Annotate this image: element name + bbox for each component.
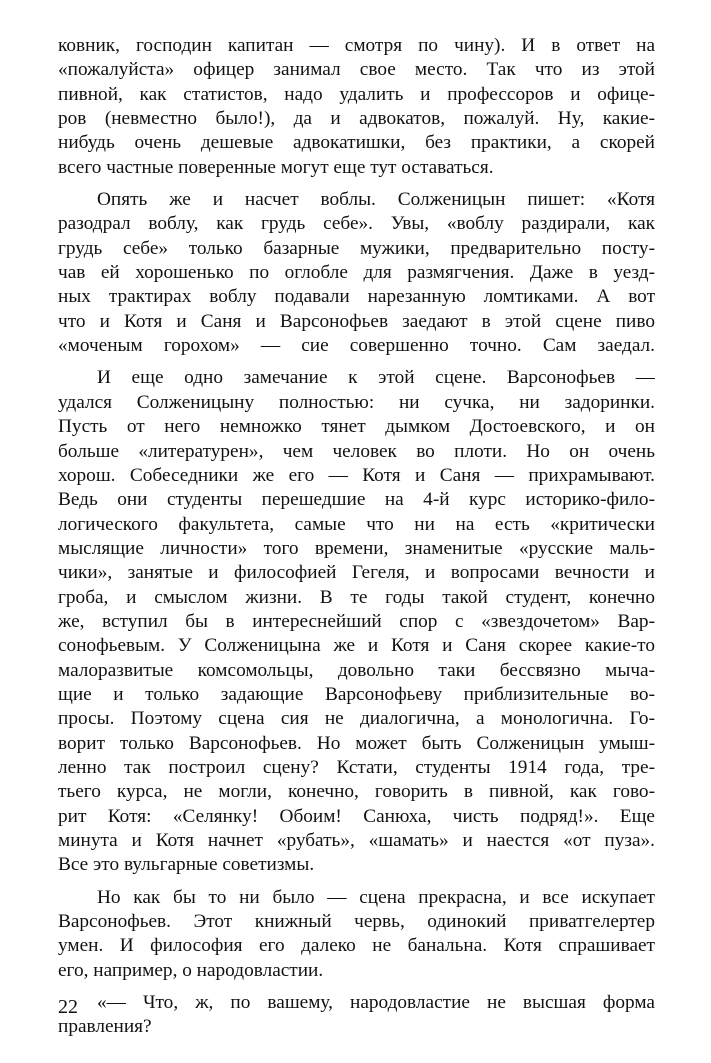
text-line: гроба, и смыслом жизни. В те годы такой студент, конечно <box>58 586 655 608</box>
text-line: ных трактирах воблу подавали нарезанную ломтиками. А вот <box>58 286 655 308</box>
text-line: тьего курса, не могли, конечно, говорить в пивной, как гово- <box>58 781 655 803</box>
text-line: пивной, как статистов, надо удалить и профессоров и офице- <box>58 83 655 105</box>
text-line: ленно так построил сцену? Кстати, студенты 1914 года, тре- <box>58 756 655 778</box>
paragraph-5 <box>58 991 655 1040</box>
text-line: малоразвитые комсомольцы, довольно таки бессвязно мыча- <box>58 659 655 681</box>
page-number: 22 <box>58 996 78 1018</box>
text-line: «моченым горохом» — сие совершенно точно. Сам заедал. <box>58 335 655 357</box>
text-line: разодрал воблу, как грудь себе». Увы, «воблу раздирали, как <box>58 213 655 235</box>
text-line: грудь себе» только базарные мужики, предварительно посту- <box>58 237 655 259</box>
text-line: чики», занятые и философией Гегеля, и вопросами вечности и <box>58 562 655 584</box>
text-line: хорош. Собеседники же его — Котя и Саня — прихрамывают. <box>58 464 655 486</box>
text-line: правления? <box>58 1016 152 1038</box>
text-line: Все это вульгарные советизмы. <box>58 854 315 876</box>
text-line: умен. И философия его далеко не банальна. Котя спрашивает <box>58 935 655 957</box>
text-line: Но как бы то ни было — сцена прекрасна, и все искупает <box>97 886 655 908</box>
paragraph-3 <box>58 366 655 877</box>
text-line: же, вступил бы в интереснейший спор с «звездочетом» Вар- <box>58 610 655 632</box>
paragraph-gap <box>58 358 655 366</box>
paragraph-1 <box>58 34 655 180</box>
paragraph-2 <box>58 188 655 358</box>
text-line: мыслящие личности» того времени, знаменитые «русские маль- <box>58 537 655 559</box>
text-line: Пусть от него немножко тянет дымком Достоевского, и он <box>58 416 655 438</box>
text-line: больше «литературен», чем человек во плоти. Но он очень <box>58 440 655 462</box>
text-line: «— Что, ж, по вашему, народовластие не высшая форма <box>97 992 655 1014</box>
paragraph-gap <box>58 180 655 188</box>
text-line: удался Солженицыну полностью: ни сучка, ни задоринки. <box>58 391 655 413</box>
paragraph-4 <box>58 886 655 983</box>
text-line: Ведь они студенты перешедшие на 4-й курс историко-фило- <box>58 489 655 511</box>
book-page <box>58 34 655 1040</box>
text-line: его, например, о народовластии. <box>58 959 324 981</box>
text-line: ров (невместно было!), да и адвокатов, пожалуй. Ну, какие- <box>58 108 655 130</box>
text-line: минута и Котя начнет «рубать», «шамать» и наестся «от пуза». <box>58 830 655 851</box>
paragraph-gap <box>58 878 655 886</box>
text-line: ворит только Варсонофьев. Но может быть Солженицын умыш- <box>58 732 655 754</box>
text-line: нибудь очень дешевые адвокатишки, без практики, а скорей <box>58 132 655 154</box>
text-line: рит Котя: «Селянку! Обоим! Санюха, чисть подряд!». Еще <box>58 805 655 827</box>
text-line: Опять же и насчет воблы. Солженицын пишет: «Котя <box>97 189 655 211</box>
text-line: Варсонофьев. Этот книжный червь, одинокий приватгелертер <box>58 911 655 933</box>
text-line: сонофьевым. У Солженицына же и Котя и Саня скорее какие-то <box>58 635 655 657</box>
text-line: просы. Поэтому сцена сия не диалогична, а монологична. Го- <box>58 708 655 730</box>
text-line: чав ей хорошенько по оглобле для размягчения. Даже в уезд- <box>58 262 655 284</box>
paragraph-gap <box>58 983 655 991</box>
text-line: ковник, господин капитан — смотря по чину). И в ответ на <box>58 35 655 56</box>
text-line: что и Котя и Саня и Варсонофьев заедают в этой сцене пиво <box>58 310 655 332</box>
text-line: И еще одно замечание к этой сцене. Варсонофьев — <box>97 367 655 389</box>
text-line: «пожалуйста» офицер занимал свое место. Так что из этой <box>58 59 655 81</box>
text-line: щие и только задающие Варсонофьеву приблизительные во- <box>58 683 655 705</box>
text-line: всего частные поверенные могут еще тут оставаться. <box>58 156 494 178</box>
text-line: логического факультета, самые что ни на есть «критически <box>58 513 655 535</box>
